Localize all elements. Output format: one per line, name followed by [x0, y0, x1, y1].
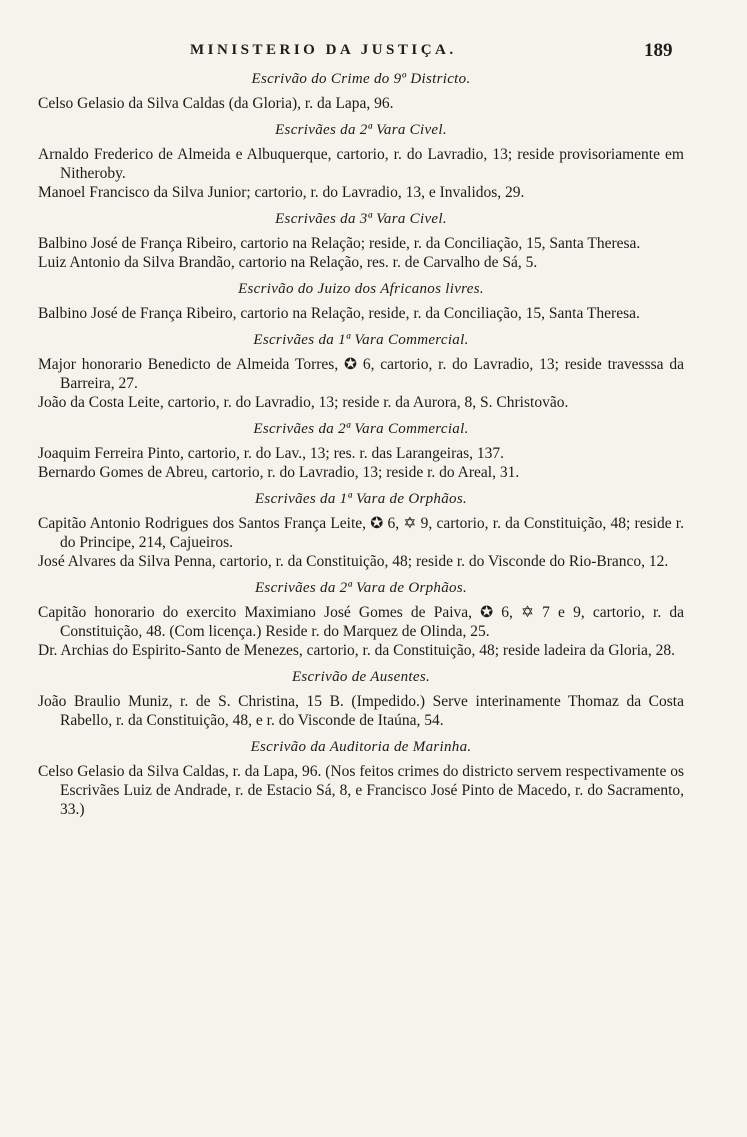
- directory-entry: João da Costa Leite, cartorio, r. do Lavradio, 13; reside r. da Aurora, 8, S. Christovão.: [38, 394, 569, 411]
- section-heading: Escrivão do Crime do 9º Districto.: [251, 71, 471, 87]
- directory-entry: João Braulio Muniz, r. de S. Christina, 15 B. (Impedido.) Serve interinamente Thomaz da Costa Rabello, r. da Constituição, 48, e r. do Visconde de Itaúna, 54.: [38, 693, 684, 729]
- section-heading: Escrivães da 2ª Vara Commercial.: [253, 421, 469, 437]
- section-heading: Escrivão de Ausentes.: [291, 669, 431, 685]
- section-heading: Escrivães da 2ª Vara Civel.: [275, 122, 447, 138]
- directory-entry: Arnaldo Frederico de Almeida e Albuquerque, cartorio, r. do Lavradio, 13; reside provisoriamente em Nitheroby.: [38, 146, 684, 182]
- directory-listing: [38, 70, 684, 819]
- section-heading: Escrivães da 1ª Vara Commercial.: [253, 332, 469, 348]
- directory-entry: Manoel Francisco da Silva Junior; cartorio, r. do Lavradio, 13, e Invalidos, 29.: [38, 184, 525, 201]
- directory-entry: Balbino José de França Ribeiro, cartorio na Relação, reside, r. da Conciliação, 15, Santa Theresa.: [38, 305, 640, 322]
- section-heading: Escrivão da Auditoria de Marinha.: [250, 739, 472, 755]
- section-heading: Escrivães da 1ª Vara de Orphãos.: [254, 491, 468, 507]
- section-heading: Escrivão do Juizo dos Africanos livres.: [238, 281, 484, 297]
- directory-entry: Luiz Antonio da Silva Brandão, cartorio na Relação, res. r. de Carvalho de Sá, 5.: [38, 254, 538, 271]
- directory-entry: Major honorario Benedicto de Almeida Torres, ✪ 6, cartorio, r. do Lavradio, 13; reside travesssa da Barreira, 27.: [38, 356, 684, 392]
- directory-entry: Joaquim Ferreira Pinto, cartorio, r. do Lav., 13; res. r. das Larangeiras, 137.: [38, 445, 505, 462]
- directory-entry: Capitão Antonio Rodrigues dos Santos França Leite, ✪ 6, ✡ 9, cartorio, r. da Constituição, 48; reside r. do Principe, 214, Cajueiros.: [38, 515, 684, 551]
- directory-entry: Balbino José de França Ribeiro, cartorio na Relação; reside, r. da Conciliação, 15, Santa Theresa.: [38, 235, 641, 252]
- directory-entry: Capitão honorario do exercito Maximiano José Gomes de Paiva, ✪ 6, ✡ 7 e 9, cartorio, r. da Constituição, 48. (Com licença.) Reside r. do Marquez de Olinda, 25.: [38, 604, 684, 640]
- page-header: [0, 40, 747, 64]
- page-number: 189: [644, 40, 673, 61]
- section-heading: Escrivães da 2ª Vara de Orphãos.: [254, 580, 468, 596]
- directory-entry: José Alvares da Silva Penna, cartorio, r. da Constituição, 48; reside r. do Visconde do Rio-Branco, 12.: [38, 553, 669, 570]
- section-heading: Escrivães da 3ª Vara Civel.: [275, 211, 447, 227]
- directory-entry: Celso Gelasio da Silva Caldas, r. da Lapa, 96. (Nos feitos crimes do districto servem respectivamente os Escrivães Luiz de Andrade, r. de Estacio Sá, 8, e Francisco José Pinto de Macedo, r. do Sacramento, 33.): [38, 763, 684, 818]
- directory-entry: Dr. Archias do Espirito-Santo de Menezes, cartorio, r. da Constituição, 48; reside ladeira da Gloria, 28.: [38, 642, 676, 659]
- running-title: MINISTERIO DA JUSTIÇA.: [190, 42, 457, 58]
- directory-entry: Bernardo Gomes de Abreu, cartorio, r. do Lavradio, 13; reside r. do Areal, 31.: [38, 464, 520, 481]
- directory-entry: Celso Gelasio da Silva Caldas (da Gloria), r. da Lapa, 96.: [38, 95, 394, 112]
